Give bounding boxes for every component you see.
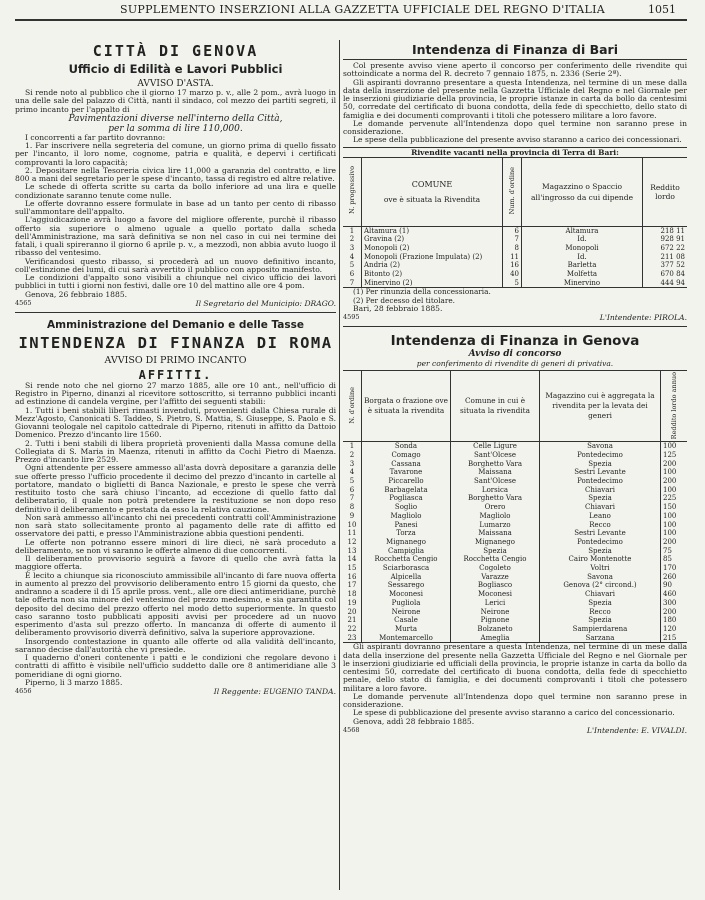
cell-red: 225: [661, 494, 688, 503]
paragraph: Le spese della pubblicazione del presente avviso staranno a carico dei concessionari.: [353, 135, 682, 145]
notice-section-title: AFFITTI.: [138, 367, 213, 382]
section-rule: [343, 326, 687, 327]
paragraph: I concorrenti a far partito dovranno:: [25, 132, 166, 142]
cell-red: 200: [661, 477, 688, 486]
notice-title: Intendenza di Finanza di Bari: [412, 42, 618, 57]
cell-red: 100: [661, 512, 688, 521]
left-column: [15, 42, 336, 892]
table-row: [343, 564, 687, 573]
header-rule: [15, 19, 687, 21]
cell-red: 670 84: [643, 270, 688, 279]
cell-mag: Leano: [540, 512, 661, 521]
table-row: [343, 625, 687, 634]
table-row: [343, 451, 687, 460]
cell-mag: Recco: [540, 608, 661, 617]
table-row: [343, 521, 687, 530]
paragraph: Le schede di offerta scritte su carta da bollo inferiore ad una lira e quelle condizionate saranno tenute come nulle.: [15, 182, 336, 200]
cell-comune: Ameglia: [451, 634, 540, 643]
paragraph: Le offerte dovranno essere formulate in base ad un tanto per cento di ribasso sull'ammontare dell'appalto.: [15, 198, 336, 216]
insertion-number: 4568: [343, 725, 360, 734]
cell-borgata: Piccarello: [362, 477, 451, 486]
cell-n: 4: [349, 252, 355, 261]
cell-n: 18: [347, 590, 357, 599]
paragraph: L'aggiudicazione avrà luogo a favore del migliore offerente, purchè il ribasso offerto sia superiore o almeno uguale a quello portato dalla scheda dell'Amministrazione, ma sarà definitiva se non nel caso in cui nei termine dei fatali, i quali spireranno il giorno 6 aprile p. v., a mezzodì, non abbia avuto luogo il ribasso del ventesimo.: [15, 215, 336, 258]
roma-notice: [15, 319, 336, 696]
cell-borgata: Montemarcello: [362, 634, 451, 643]
table-row: [343, 235, 687, 244]
cell-mag: Altamura: [522, 226, 643, 235]
cell-comune: Andria (2): [362, 261, 503, 270]
cell-red: 260: [661, 573, 688, 582]
table-row: [343, 261, 687, 270]
cell-mag: Voltri: [540, 564, 661, 573]
cell-mag: Spezia: [540, 494, 661, 503]
cell-comune: Celle Ligure: [451, 442, 540, 451]
cell-n: 3: [349, 459, 355, 468]
notice-heading: AVVISO DI PRIMO INCANTO: [104, 354, 247, 366]
cell-comune: Monopoli (Frazione Impulata) (2): [362, 253, 503, 262]
cell-n: 17: [347, 581, 357, 590]
col-header-comune-sub: ove è situata la Rivendita: [383, 194, 481, 204]
cell-borgata: Mignanego: [362, 538, 451, 547]
cell-comune: Minervino (2): [362, 279, 503, 288]
table-row: [343, 608, 687, 617]
cell-borgata: Panesi: [362, 521, 451, 530]
cell-mag: Monopoli: [522, 244, 643, 253]
cell-red: 211 08: [643, 253, 688, 262]
cell-n: 2: [349, 235, 355, 244]
cell-ord: 11: [503, 253, 522, 262]
cell-comune: Neirone: [451, 608, 540, 617]
cell-red: 150: [661, 503, 688, 512]
col-header-borgata: Borgata o frazione ove è situata la rivendita: [364, 396, 448, 416]
cell-red: 125: [661, 451, 688, 460]
paragraph: Col presente avviso viene aperto il concorso per conferimento delle rivendite qui sottoindicate a norma del R. decreto 7 gennaio 1875, n. 2336 (Serie 2ª).: [343, 61, 687, 79]
cell-borgata: Sciarborasca: [362, 564, 451, 573]
cell-red: 85: [661, 555, 688, 564]
title-rule: [343, 59, 687, 60]
paragraph: Gli aspiranti dovranno presentare a questa Intendenza, nel termine di un mese dalla data della inserzione del presente nella Gazzetta Ufficiale del Regno e nel Giornale per le inserzioni giudiziarie della provincia, le proprie istanze in carta da bollo da centesimi 50, corredate del certificato di buona condotta, della fede di specchietto, dello stato di famiglia e dei documenti comprovanti i titoli che potessero militare a loro favore.: [343, 77, 687, 120]
cell-borgata: Magliolo: [362, 512, 451, 521]
paragraph: Le spese di pubblicazione del presente avviso staranno a carico del concessionario.: [353, 708, 675, 718]
insertion-number: 4595: [343, 313, 360, 322]
table-row: [343, 547, 687, 556]
cell-borgata: Cassana: [362, 460, 451, 469]
table-row: [343, 279, 687, 288]
cell-n: 22: [347, 624, 357, 633]
cell-n: 10: [347, 520, 357, 529]
table-title: Rivendite vacanti nella provincia di Terra di Bari:: [343, 147, 687, 158]
genova-table-body: [343, 442, 687, 643]
footnote: (2) Per decesso del titolare.: [353, 295, 456, 305]
bari-notice: [343, 42, 687, 322]
genova-finanza-notice: [343, 333, 687, 735]
cell-comune: Altamura (1): [362, 226, 503, 235]
genova-edilita-notice: [15, 42, 336, 308]
col-header-n: N. d'ordine: [348, 386, 356, 424]
cell-borgata: Sonda: [362, 442, 451, 451]
cell-red: 120: [661, 625, 688, 634]
section-rule: [15, 312, 336, 313]
cell-mag: Cairo Montenotte: [540, 555, 661, 564]
cell-mag: Spezia: [540, 599, 661, 608]
table-row: [343, 581, 687, 590]
cell-borgata: Soglio: [362, 503, 451, 512]
cell-n: 11: [347, 529, 357, 538]
cell-comune: Gravina (2): [362, 235, 503, 244]
genova-table: [343, 371, 687, 642]
col-header-comune: COMUNE: [411, 179, 453, 189]
cell-red: 100: [661, 486, 688, 495]
notice-date: Genova, 26 febbraio 1885.: [25, 289, 128, 299]
cell-red: 75: [661, 547, 688, 556]
bari-table: [343, 158, 687, 288]
table-row: [343, 503, 687, 512]
cell-red: 100: [661, 529, 688, 538]
notice-date: Genova, addì 28 febbraio 1885.: [353, 716, 475, 726]
cell-n: 7: [349, 494, 355, 503]
table-row: [343, 634, 687, 643]
bari-table-body: [343, 226, 687, 287]
cell-comune: Borghetto Vara: [451, 460, 540, 469]
table-row: [343, 442, 687, 451]
paragraph: Insorgendo contestazione in quanto alle offerte od alla validità dell'incanto, saranno decise dall'autorità che vi presiede.: [15, 636, 336, 654]
table-row: [343, 573, 687, 582]
paragraph: Il deliberamento provvisorio seguirà a favore di quello che avrà fatta la maggiore offerta.: [15, 554, 336, 572]
object-line: Pavimentazioni diverse nell'interno della Città,: [68, 113, 283, 124]
cell-comune: Mignanego: [451, 538, 540, 547]
cell-n: 2: [349, 450, 355, 459]
paragraph: 2. Depositare nella Tesoreria civica lire 11,000 a garanzia del contratto, e lire 800 a mani del segretario per le spese d'incanto, tassa di registro ed altre relative.: [15, 165, 336, 183]
paragraph: Gli aspiranti dovranno presentare a questa Intendenza, nel termine di un mese dalla data della inserzione del presente nella Gazzetta Ufficiale del Regno e nel Giornale per le inserzioni giudiziarie ed ufficiali della provincia, le proprie istanze in carta da bollo da centesimi 50, corredate del certificato di buona condotta, della fede di specchietto penale, dello stato di famiglia, e dei documenti comprovanti i titoli che potessero militare a loro favore.: [343, 642, 687, 693]
cell-mag: Pontedecimo: [540, 538, 661, 547]
cell-mag: Id.: [522, 235, 643, 244]
notice-subheading: per conferimento di rivendite di generi di privativa.: [416, 359, 614, 369]
cell-borgata: Casale: [362, 616, 451, 625]
cell-n: 21: [347, 616, 357, 625]
cell-comune: Sant'Olcese: [451, 451, 540, 460]
cell-borgata: Pogliasca: [362, 494, 451, 503]
cell-borgata: Campiglia: [362, 547, 451, 556]
cell-red: 100: [661, 521, 688, 530]
cell-n: 4: [349, 468, 355, 477]
cell-n: 9: [349, 511, 355, 520]
cell-comune: Maissana: [451, 529, 540, 538]
table-row: [343, 538, 687, 547]
table-row: [343, 477, 687, 486]
cell-red: 200: [661, 460, 688, 469]
cell-red: 444 94: [643, 279, 688, 288]
table-row: [343, 616, 687, 625]
paragraph: È lecito a chiunque sia riconosciuto ammissibile all'incanto di fare nuova offerta in aumento al prezzo del provvisorio deliberamento entro 15 giorni da questo, che andranno a scadere il di 15 aprile pross. vent., alle ore dieci antimeridiane, purchè tale offerta non sia minore del ventesimo del prezzo medesimo, e sia garantita col deposito del decimo del prezzo offerto nel modo detto superiormente. In questo caso saranno tosto pubblicati appositi avvisi per procedere ad un nuovo esperimento d'asta sul prezzo offerto. In mancanza di offerte di aumento il deliberamento provvisorio diverrà definitivo, salva la superiore approvazione.: [15, 570, 336, 638]
cell-red: 200: [661, 538, 688, 547]
cell-n: 16: [347, 572, 357, 581]
table-row: [343, 590, 687, 599]
cell-mag: Savona: [540, 442, 661, 451]
cell-red: 100: [661, 468, 688, 477]
cell-comune: Lumarzo: [451, 521, 540, 530]
notice-title: INTENDENZA DI FINANZA DI ROMA: [18, 333, 333, 352]
cell-mag: Spezia: [540, 616, 661, 625]
cell-borgata: Pugliola: [362, 599, 451, 608]
cell-comune: Varazze: [451, 573, 540, 582]
cell-mag: Genova (2° circond.): [540, 581, 661, 590]
cell-borgata: Tavarone: [362, 468, 451, 477]
cell-mag: Sampierdarena: [540, 625, 661, 634]
signature: Il Reggente: EUGENIO TANDA.: [213, 687, 336, 696]
paragraph: Le domande pervenute all'Intendenza dopo quel termine non saranno prese in considerazione.: [343, 118, 687, 136]
cell-red: 100: [661, 442, 688, 451]
table-row: [343, 244, 687, 253]
cell-mag: Sestri Levante: [540, 468, 661, 477]
table-row: [343, 460, 687, 469]
cell-n: 14: [347, 555, 357, 564]
cell-n: 20: [347, 607, 357, 616]
cell-mag: Pontedecimo: [540, 451, 661, 460]
cell-comune: Lorsica: [451, 486, 540, 495]
cell-red: 300: [661, 599, 688, 608]
cell-mag: Chiavari: [540, 503, 661, 512]
table-row: [343, 529, 687, 538]
paragraph: Le condizioni d'appalto sono visibili a chiunque nel civico ufficio dei lavori pubblici in tutti i giorni non festivi, dalle ore 10 del mattino alle ore 4 pom.: [15, 273, 336, 291]
cell-mag: Savona: [540, 573, 661, 582]
cell-n: 12: [347, 537, 357, 546]
paragraph: Verificandosi questo ribasso, si procederà ad un nuovo definitivo incanto, coll'estinzione dei lumi, di cui sarà avvertito il pubblico con apposito manifesto.: [15, 256, 336, 274]
cell-n: 23: [347, 633, 357, 642]
cell-n: 6: [349, 270, 355, 279]
cell-comune: Orero: [451, 503, 540, 512]
cell-comune: Rocchetta Cengio: [451, 555, 540, 564]
cell-red: 170: [661, 564, 688, 573]
cell-mag: Minervino: [522, 279, 643, 288]
cell-comune: Monopoli (2): [362, 244, 503, 253]
table-row: [343, 512, 687, 521]
cell-n: 13: [347, 546, 357, 555]
notice-date: Piperno, li 3 marzo 1885.: [25, 677, 123, 687]
cell-comune: Maissana: [451, 468, 540, 477]
insertion-number: 4656: [15, 687, 32, 695]
cell-ord: 7: [503, 235, 522, 244]
paragraph: Si rende noto al pubblico che il giorno 17 marzo p. v., alle 2 pom., avrà luogo in una delle sale del palazzo di Città, nanti il sindaco, col mezzo dei partiti segreti, il primo incanto per l'appalto di: [15, 88, 336, 114]
cell-red: 215: [661, 634, 688, 643]
cell-mag: Molfetta: [522, 270, 643, 279]
signature-line: [343, 726, 687, 735]
page-number: 1051: [648, 3, 676, 16]
table-row: [343, 226, 687, 235]
cell-ord: 8: [503, 244, 522, 253]
cell-comune: Lerici: [451, 599, 540, 608]
cell-comune: Cogoleto: [451, 564, 540, 573]
cell-n: 7: [349, 278, 355, 287]
col-header-ord: Num. d'ordine: [508, 166, 516, 215]
object-amount: per la somma di lire 110,000.: [108, 123, 243, 134]
cell-mag: Id.: [522, 253, 643, 262]
paragraph: 1. Tutti i beni stabili liberi rimasti invenduti, provenienti dalla Chiesa rurale di Mezz'Agosto, Canonicati S. Taddeo, S. Pietro, S. Mattia, S. Giuseppe, S. Paolo e S. Giovanni teologale nel capitolo cattedrale di Piperno, ritenuti in affitto da Dattoio Domenico. Prezzo d'incanto lire 1560.: [15, 405, 336, 440]
col-header-reddito: Reddito lordo annuo: [670, 371, 678, 439]
cell-n: 1: [349, 442, 355, 451]
cell-comune: Bolzaneto: [451, 625, 540, 634]
cell-red: 180: [661, 616, 688, 625]
paragraph: Ogni attendente per essere ammesso all'asta dovrà depositare a garanzia delle sue offerte presso l'ufficio procedente il decimo del prezzo d'incanto in cartelle al portatore, mandato o biglietti di Banca Nazionale, e presto le spese che verrà restituito tosto che sarà chiuso l'incanto, ad eccezione di quello fatto dal deliberatario, il quale non potrà pretendere la restituzione se non dopo reso definitivo il deliberamento e prestata da esso la relativa cauzione.: [15, 463, 336, 514]
col-header-reddito: Reddito lordo: [650, 182, 680, 201]
cell-mag: Spezia: [540, 547, 661, 556]
notice-supertitle: Amministrazione del Demanio e delle Tasse: [47, 318, 304, 331]
cell-comune: Spezia: [451, 547, 540, 556]
cell-red: 200: [661, 608, 688, 617]
cell-borgata: Alpicella: [362, 573, 451, 582]
signature: L'Intendente: E. VIVALDI.: [586, 725, 687, 735]
cell-ord: 5: [503, 279, 522, 288]
paragraph: Non sarà ammesso all'incanto chi nei precedenti contratti coll'Amministrazione non sarà stato sollecitamente pronto al pagamento delle rate di affitto ed osservatore dei patti, e presso l'Amministrazione abbia questioni pendenti.: [15, 512, 336, 539]
cell-comune: Moconesi: [451, 590, 540, 599]
signature: Il Segretario del Municipio: DRAGO.: [195, 298, 336, 308]
cell-mag: Chiavari: [540, 590, 661, 599]
cell-n: 19: [347, 598, 357, 607]
paragraph: 1. Far inscrivere nella segreteria del comune, un giorno prima di quello fissato per l'incanto, il loro nome, cognome, patria e qualità, e depervi i certificati comprovanti la loro capacità;: [15, 141, 336, 167]
cell-borgata: Comago: [362, 451, 451, 460]
notice-title: CITTÀ DI GENOVA: [92, 42, 259, 60]
cell-comune: Pignone: [451, 616, 540, 625]
cell-n: 6: [349, 485, 355, 494]
cell-comune: Borghetto Vara: [451, 494, 540, 503]
table-row: [343, 270, 687, 279]
cell-mag: Barletta: [522, 261, 643, 270]
cell-red: 672 22: [643, 244, 688, 253]
signature: L'Intendente: PIROLA.: [599, 313, 687, 323]
cell-borgata: Moconesi: [362, 590, 451, 599]
cell-comune: Bogliasco: [451, 581, 540, 590]
table-row: [343, 555, 687, 564]
col-header-magazzino: Magazzino o Spaccio all'ingrosso da cui dipende: [530, 181, 634, 202]
signature-line: [15, 299, 336, 308]
cell-red: 928 91: [643, 235, 688, 244]
cell-comune: Sant'Olcese: [451, 477, 540, 486]
cell-borgata: Barbagelata: [362, 486, 451, 495]
cell-red: 377 52: [643, 261, 688, 270]
cell-red: 460: [661, 590, 688, 599]
paragraph: Le domande pervenute all'Intendenza dopo quel termine non saranno prese in considerazione.: [343, 691, 687, 710]
column-divider: [339, 40, 340, 890]
cell-red: 90: [661, 581, 688, 590]
right-column: [343, 42, 687, 892]
cell-n: 15: [347, 564, 357, 573]
cell-mag: Recco: [540, 521, 661, 530]
signature-line: [15, 687, 336, 696]
cell-ord: 40: [503, 270, 522, 279]
cell-ord: 6: [503, 226, 522, 235]
cell-n: 5: [349, 476, 355, 485]
footnote: (1) Per rinunzia della concessionaria.: [353, 287, 491, 297]
cell-borgata: Sessarego: [362, 581, 451, 590]
table-row: [343, 253, 687, 262]
cell-comune: Magliolo: [451, 512, 540, 521]
cell-borgata: Rocchetta Cengio: [362, 555, 451, 564]
paragraph: Le offerte non potranno essere minori di lire dieci, nè sarà proceduto a deliberamento, se non vi saranno le offerte almeno di due concorrenti.: [15, 537, 336, 555]
table-row: [343, 486, 687, 495]
cell-borgata: Murta: [362, 625, 451, 634]
signature-line: [343, 313, 687, 322]
col-header-n: N. progressivo: [348, 166, 356, 215]
notice-title: Intendenza di Finanza in Genova: [390, 333, 640, 350]
notice-heading: Avviso di concorso: [468, 349, 562, 360]
cell-mag: Spezia: [540, 460, 661, 469]
paragraph: I quaderno d'oneri contenente i patti e le condizioni che regolare devono i contratti di affitto è visibile nell'ufficio suddetto dalle ore 8 antimeridiane alle 3 pomeridiane di ogni giorno.: [15, 653, 336, 679]
col-header-comune: Comune in cui è situata la rivendita: [460, 396, 530, 416]
cell-mag: Sarzana: [540, 634, 661, 643]
cell-red: 218 11: [643, 226, 688, 235]
cell-n: 1: [349, 226, 355, 235]
page-header-title: SUPPLEMENTO INSERZIONI ALLA GAZZETTA UFFICIALE DEL REGNO D'ITALIA: [120, 3, 606, 16]
notice-date: Bari, 28 febbraio 1885.: [353, 303, 443, 313]
cell-borgata: Neirone: [362, 608, 451, 617]
table-row: [343, 494, 687, 503]
cell-borgata: Torza: [362, 529, 451, 538]
table-row: [343, 468, 687, 477]
paragraph: Si rende noto che nel giorno 27 marzo 1885, alle ore 10 ant., nell'ufficio di Registro in Piperno, dinanzi al ricevitore sottoscritto, si terranno pubblici incanti ad estinzione di candela vergine, per l'affitto dei seguenti stabili:: [15, 380, 336, 407]
cell-mag: Chiavari: [540, 486, 661, 495]
col-header-magazzino: Magazzino cui è aggregata la rivendita per la levata dei generi: [545, 391, 655, 421]
insertion-number: 4565: [15, 298, 32, 307]
cell-n: 8: [349, 503, 355, 512]
cell-ord: 16: [503, 261, 522, 270]
cell-comune: Bitonto (2): [362, 270, 503, 279]
cell-n: 3: [349, 243, 355, 252]
paragraph: 2. Tutti i beni stabili di libera proprietà provenienti dalla Massa comune della Collegiata di S. Maria in Maenza, ritenuti in affitto da Cochi Pietro di Maenza. Prezzo d'incanto lire 2529.: [15, 438, 336, 464]
notice-subtitle: Ufficio di Edilità e Lavori Pubblici: [68, 62, 283, 76]
cell-n: 5: [349, 261, 355, 270]
table-row: [343, 599, 687, 608]
cell-mag: Pontedecimo: [540, 477, 661, 486]
cell-mag: Sestri Levante: [540, 529, 661, 538]
notice-heading: AVVISO D'ASTA.: [137, 79, 214, 89]
